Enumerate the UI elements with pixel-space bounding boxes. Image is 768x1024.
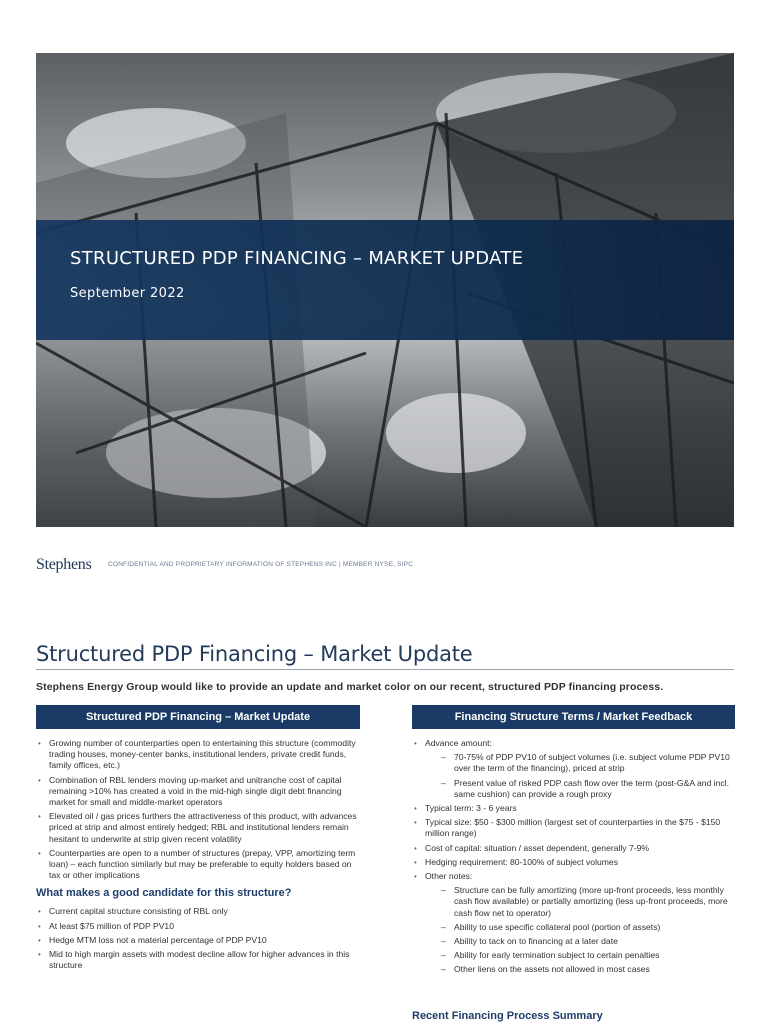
list-item: • Elevated oil / gas prices furthers the attractiveness of this product, with advances priced at strip and almost entirely hedged; RBL and institutional lenders remain hesitant to underwrite at strip given recent volatility — [36, 811, 360, 845]
list-item-advance — [412, 738, 735, 800]
title-banner — [36, 220, 734, 340]
candidate-heading: What makes a good candidate for this structure? — [36, 887, 292, 900]
page-title: Structured PDP Financing – Market Update — [36, 642, 473, 666]
advance-label: Advance amount: — [425, 738, 492, 748]
list-item: • Hedging requirement: 80-100% of subject volumes — [412, 857, 735, 868]
left-column — [36, 705, 360, 974]
list-item: • At least $75 million of PDP PV10 — [36, 921, 360, 932]
list-item: • Typical size: $50 - $300 million (largest set of counterparties in the $75 - $150 million range) — [412, 817, 735, 839]
other-notes-label: Other notes: — [425, 871, 473, 882]
left-section-header: Structured PDP Financing – Market Update — [36, 705, 360, 729]
sub-item: – Ability for early termination subject to certain penalties — [425, 950, 735, 961]
sub-item: – Ability to tack on to financing at a later date — [425, 936, 735, 947]
other-notes-sublist — [425, 885, 735, 975]
intro-text: Stephens Energy Group would like to provide an update and market color on our recent, structured PDP financing process. — [36, 681, 664, 693]
sub-item: – Ability to use specific collateral pool (portion of assets) — [425, 922, 735, 933]
list-item: • Combination of RBL lenders moving up-market and unitranche cost of capital remaining >10% has created a void in the mid-high single digit debt financing market for small and middle-market operators — [36, 775, 360, 809]
stephens-logo: Stephens — [36, 556, 92, 573]
list-item-other — [412, 871, 735, 976]
candidate-list — [36, 906, 360, 971]
list-item: • Hedge MTM loss not a material percentage of PDP PV10 — [36, 935, 360, 946]
market-update-list — [36, 738, 360, 881]
list-item: • Cost of capital: situation / asset dependent, generally 7-9% — [412, 843, 735, 854]
list-item: • Typical term: 3 - 6 years — [412, 803, 735, 814]
cover-date: September 2022 — [70, 286, 185, 301]
list-item: • Growing number of counterparties open to entertaining this structure (commodity trading houses, money-center banks, institutional lenders, private credit funds, family offices, etc.) — [36, 738, 360, 772]
advance-sublist — [425, 752, 735, 800]
cover-image — [36, 53, 734, 527]
right-column — [412, 705, 735, 979]
list-item: • Current capital structure consisting of RBL only — [36, 906, 360, 917]
sub-item: – 70-75% of PDP PV10 of subject volumes (i.e. subject volume PDP PV10 over the term of the financing), priced at strip — [425, 752, 735, 774]
cover-title: STRUCTURED PDP FINANCING – MARKET UPDATE — [70, 248, 524, 269]
sub-item: – Present value of risked PDP cash flow over the term (post-G&A and incl. same cushion) can provide a rough proxy — [425, 778, 735, 800]
confidentiality-notice: CONFIDENTIAL AND PROPRIETARY INFORMATION OF STEPHENS INC | MEMBER NYSE, SIPC — [108, 561, 414, 568]
terms-list — [412, 738, 735, 976]
right-section-header: Financing Structure Terms / Market Feedback — [412, 705, 735, 729]
recent-process-heading: Recent Financing Process Summary — [412, 1010, 603, 1022]
sub-item: – Structure can be fully amortizing (more up-front proceeds, less monthly cash flow available) or partially amortizing (less up-front proceeds, more cash flow net to operator) — [425, 885, 735, 919]
list-item: • Counterparties are open to a number of structures (prepay, VPP, amortizing term loan) – each function similarly but may be preferable to equity holders based on tax or other implications — [36, 848, 360, 882]
sub-item: – Other liens on the assets not allowed in most cases — [425, 964, 735, 975]
list-item: • Mid to high margin assets with modest decline allow for higher advances in this structure — [36, 949, 360, 971]
title-divider — [36, 669, 734, 670]
